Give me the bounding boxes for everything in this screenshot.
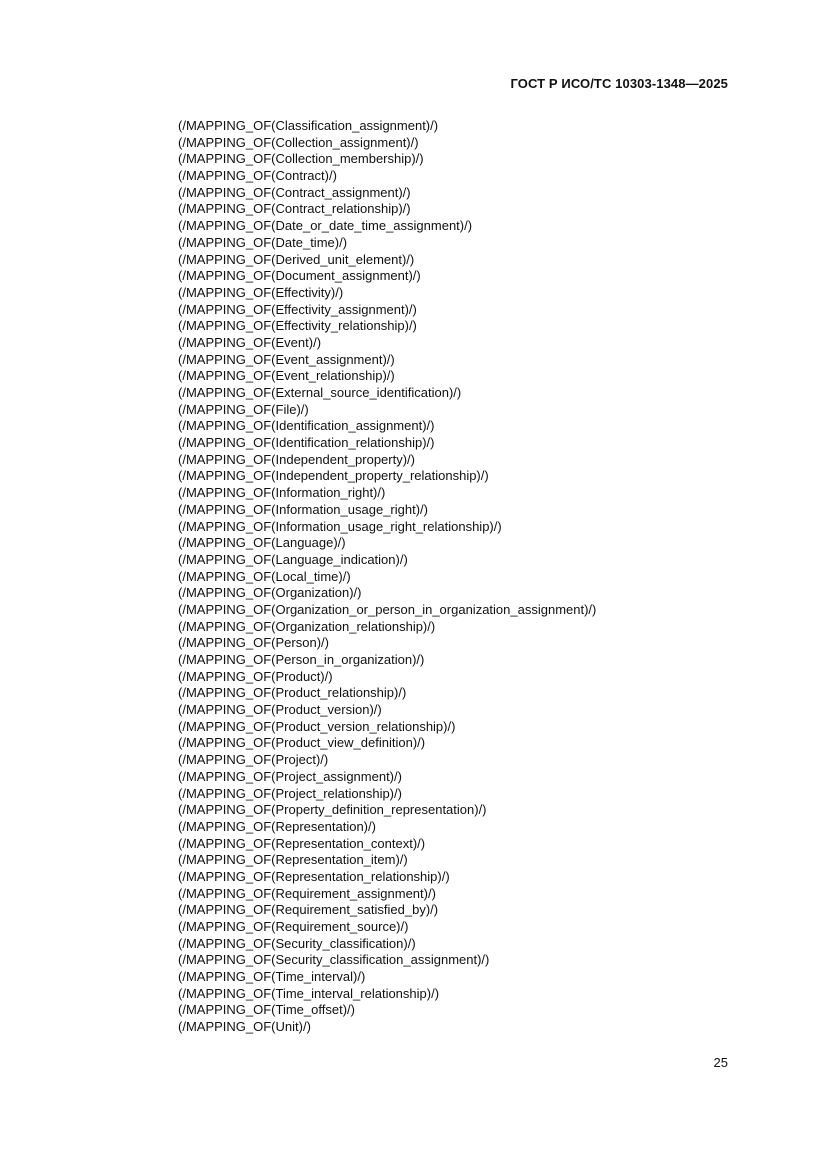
mapping-list-item: (/MAPPING_OF(Representation)/) — [178, 818, 376, 834]
mapping-list-item: (/MAPPING_OF(Date_or_date_time_assignment)/) — [178, 218, 473, 234]
mapping-list-item: (/MAPPING_OF(Independent_property)/) — [178, 451, 415, 467]
mapping-list-item: (/MAPPING_OF(Time_interval)/) — [178, 969, 366, 985]
mapping-list-item: (/MAPPING_OF(Organization_or_person_in_organization_assignment)/) — [178, 601, 597, 617]
mapping-list-item: (/MAPPING_OF(Project_assignment)/) — [178, 768, 402, 784]
mapping-list-item: (/MAPPING_OF(Date_time)/) — [178, 234, 348, 250]
mapping-list-item: (/MAPPING_OF(File)/) — [178, 401, 309, 417]
mapping-list-item: (/MAPPING_OF(Project)/) — [178, 752, 329, 768]
mapping-list-item: (/MAPPING_OF(Representation_item)/) — [178, 852, 408, 868]
mapping-list-item: (/MAPPING_OF(Language)/) — [178, 535, 346, 551]
mapping-list-item: (/MAPPING_OF(Product)/) — [178, 668, 333, 684]
mapping-list-item: (/MAPPING_OF(Unit)/) — [178, 1019, 311, 1035]
mapping-list-item: (/MAPPING_OF(Information_usage_right)/) — [178, 501, 428, 517]
mapping-list-item: (/MAPPING_OF(Requirement_satisfied_by)/) — [178, 902, 439, 918]
mapping-list-item: (/MAPPING_OF(Representation_context)/) — [178, 835, 426, 851]
mapping-list-item: (/MAPPING_OF(Security_classification_assignment)/) — [178, 952, 490, 968]
mapping-list-item: (/MAPPING_OF(Person_in_organization)/) — [178, 652, 425, 667]
mapping-list-item: (/MAPPING_OF(Effectivity)/) — [178, 284, 344, 300]
mapping-list-item: (/MAPPING_OF(Time_interval_relationship)/) — [178, 985, 440, 1001]
mapping-list-item: (/MAPPING_OF(Independent_property_relationship)/) — [178, 468, 489, 484]
mapping-list-item: (/MAPPING_OF(Requirement_source)/) — [178, 919, 409, 934]
mapping-list — [178, 118, 596, 1036]
mapping-list-item: (/MAPPING_OF(Property_definition_representation)/) — [178, 802, 487, 818]
mapping-list-item: (/MAPPING_OF(Classification_assignment)/) — [178, 118, 439, 133]
mapping-list-item: (/MAPPING_OF(Requirement_assignment)/) — [178, 885, 436, 901]
page-number: 25 — [713, 1055, 728, 1070]
mapping-list-item: (/MAPPING_OF(Collection_membership)/) — [178, 151, 424, 167]
mapping-list-item: (/MAPPING_OF(Representation_relationship)/) — [178, 868, 450, 884]
mapping-list-item: (/MAPPING_OF(Product_version)/) — [178, 702, 382, 718]
mapping-list-item: (/MAPPING_OF(Person)/) — [178, 635, 329, 651]
mapping-list-item: (/MAPPING_OF(Effectivity_assignment)/) — [178, 301, 417, 317]
mapping-list-item: (/MAPPING_OF(Time_offset)/) — [178, 1002, 355, 1018]
mapping-list-item: (/MAPPING_OF(Document_assignment)/) — [178, 268, 421, 284]
mapping-list-item: (/MAPPING_OF(Collection_assignment)/) — [178, 134, 419, 150]
mapping-list-item: (/MAPPING_OF(Contract_assignment)/) — [178, 184, 411, 200]
mapping-list-item: (/MAPPING_OF(Identification_relationship)/) — [178, 435, 435, 451]
mapping-list-item: (/MAPPING_OF(Product_relationship)/) — [178, 685, 407, 701]
mapping-list-item: (/MAPPING_OF(Language_indication)/) — [178, 551, 408, 567]
standard-designation-header: ГОСТ Р ИСО/ТС 10303-1348—2025 — [510, 76, 728, 91]
mapping-list-item: (/MAPPING_OF(Contract)/) — [178, 168, 337, 184]
mapping-list-item: (/MAPPING_OF(Event_assignment)/) — [178, 351, 395, 367]
mapping-list-item: (/MAPPING_OF(Product_view_definition)/) — [178, 735, 426, 751]
mapping-list-item: (/MAPPING_OF(Information_right)/) — [178, 485, 386, 501]
mapping-list-item: (/MAPPING_OF(Organization_relationship)/) — [178, 618, 436, 634]
mapping-list-item: (/MAPPING_OF(Project_relationship)/) — [178, 785, 402, 801]
mapping-list-item: (/MAPPING_OF(Event_relationship)/) — [178, 368, 395, 384]
mapping-list-item: (/MAPPING_OF(Contract_relationship)/) — [178, 201, 411, 217]
mapping-list-item: (/MAPPING_OF(Local_time)/) — [178, 568, 351, 584]
mapping-list-item: (/MAPPING_OF(Security_classification)/) — [178, 935, 416, 951]
mapping-list-item: (/MAPPING_OF(Event)/) — [178, 334, 322, 350]
mapping-list-item: (/MAPPING_OF(Organization)/) — [178, 585, 362, 601]
mapping-list-item: (/MAPPING_OF(Derived_unit_element)/) — [178, 251, 415, 267]
mapping-list-item: (/MAPPING_OF(Effectivity_relationship)/) — [178, 318, 417, 334]
mapping-list-item: (/MAPPING_OF(Identification_assignment)/) — [178, 418, 435, 434]
mapping-list-item: (/MAPPING_OF(Information_usage_right_relationship)/) — [178, 518, 502, 534]
mapping-list-item: (/MAPPING_OF(External_source_identification)/) — [178, 385, 462, 400]
mapping-list-item: (/MAPPING_OF(Product_version_relationship)/) — [178, 718, 456, 734]
